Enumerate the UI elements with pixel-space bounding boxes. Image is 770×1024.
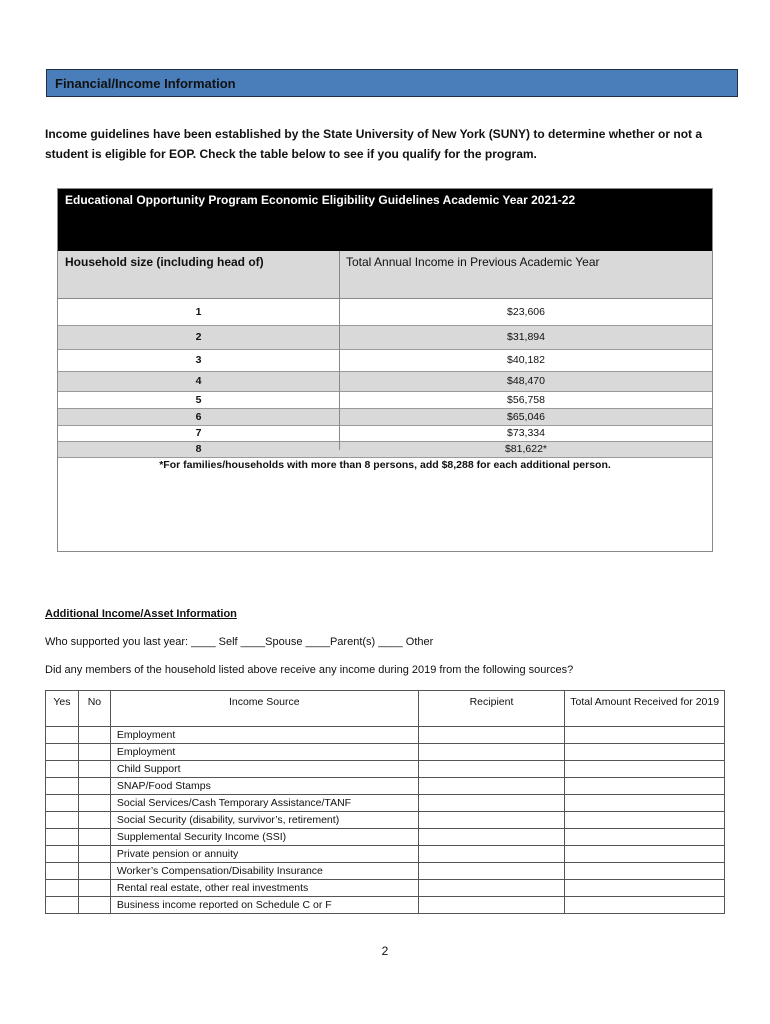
no-checkbox-cell[interactable] bbox=[78, 744, 110, 761]
guidelines-row bbox=[58, 372, 712, 392]
no-checkbox-cell[interactable] bbox=[78, 761, 110, 778]
income-source-label: Worker’s Compensation/Disability Insurance bbox=[110, 863, 418, 880]
total-amount-field[interactable] bbox=[565, 829, 725, 846]
income-source-label: Private pension or annuity bbox=[110, 846, 418, 863]
income-source-row bbox=[46, 880, 725, 897]
column-divider bbox=[339, 251, 340, 450]
no-checkbox-cell[interactable] bbox=[78, 727, 110, 744]
total-amount-field[interactable] bbox=[565, 846, 725, 863]
yes-checkbox-cell[interactable] bbox=[46, 761, 79, 778]
household-size-cell: 7 bbox=[195, 427, 202, 439]
income-sources-question: Did any members of the household listed above receive any income during 2019 from the following sources? bbox=[45, 664, 574, 676]
income-source-label: Employment bbox=[110, 727, 418, 744]
income-limit-cell: $81,622* bbox=[504, 443, 548, 455]
household-size-cell: 1 bbox=[195, 306, 202, 318]
guidelines-row bbox=[58, 326, 712, 350]
guidelines-header-row bbox=[58, 251, 712, 299]
recipient-field[interactable] bbox=[418, 897, 565, 914]
income-source-label: Rental real estate, other real investments bbox=[110, 880, 418, 897]
yes-checkbox-cell[interactable] bbox=[46, 829, 79, 846]
guidelines-row bbox=[58, 299, 712, 326]
income-source-row bbox=[46, 829, 725, 846]
income-source-label: Social Services/Cash Temporary Assistance/TANF bbox=[110, 795, 418, 812]
household-size-cell: 4 bbox=[195, 375, 202, 387]
total-amount-field[interactable] bbox=[565, 795, 725, 812]
guidelines-row bbox=[58, 350, 712, 372]
income-source-label: Child Support bbox=[110, 761, 418, 778]
income-limit-cell: $40,182 bbox=[507, 354, 545, 366]
total-amount-field[interactable] bbox=[565, 897, 725, 914]
income-source-row bbox=[46, 795, 725, 812]
page-number: 2 bbox=[381, 944, 389, 958]
no-checkbox-cell[interactable] bbox=[78, 897, 110, 914]
yes-checkbox-cell[interactable] bbox=[46, 846, 79, 863]
income-source-label: Supplemental Security Income (SSI) bbox=[110, 829, 418, 846]
no-checkbox-cell[interactable] bbox=[78, 863, 110, 880]
total-amount-field[interactable] bbox=[565, 778, 725, 795]
no-checkbox-cell[interactable] bbox=[78, 829, 110, 846]
no-checkbox-cell[interactable] bbox=[78, 880, 110, 897]
income-source-label: Social Security (disability, survivor’s, retirement) bbox=[110, 812, 418, 829]
total-amount-field[interactable] bbox=[565, 744, 725, 761]
eligibility-guidelines-table bbox=[57, 188, 713, 552]
recipient-field[interactable] bbox=[418, 880, 565, 897]
income-source-label: Business income reported on Schedule C or F bbox=[110, 897, 418, 914]
income-source-row bbox=[46, 863, 725, 880]
section-title-bar: Financial/Income Information bbox=[46, 69, 738, 97]
income-limit-cell: $48,470 bbox=[507, 375, 545, 387]
recipient-field[interactable] bbox=[418, 863, 565, 880]
yes-checkbox-cell[interactable] bbox=[46, 880, 79, 897]
household-size-cell: 6 bbox=[195, 411, 202, 423]
income-source-row bbox=[46, 761, 725, 778]
yes-checkbox-cell[interactable] bbox=[46, 795, 79, 812]
income-source-label: SNAP/Food Stamps bbox=[110, 778, 418, 795]
income-limit-cell: $31,894 bbox=[507, 331, 545, 343]
income-source-row bbox=[46, 812, 725, 829]
additional-income-title: Additional Income/Asset Information bbox=[45, 608, 237, 620]
no-checkbox-cell[interactable] bbox=[78, 795, 110, 812]
total-amount-header: Total Amount Received for 2019 bbox=[565, 691, 725, 727]
yes-checkbox-cell[interactable] bbox=[46, 863, 79, 880]
household-size-cell: 8 bbox=[195, 443, 202, 455]
guidelines-footnote: *For families/households with more than 8 persons, add $8,288 for each additional person. bbox=[159, 459, 611, 471]
income-limit-cell: $65,046 bbox=[507, 411, 545, 423]
household-size-cell: 5 bbox=[195, 394, 202, 406]
income-source-row bbox=[46, 846, 725, 863]
yes-checkbox-cell[interactable] bbox=[46, 778, 79, 795]
yes-checkbox-cell[interactable] bbox=[46, 812, 79, 829]
no-checkbox-cell[interactable] bbox=[78, 778, 110, 795]
no-header: No bbox=[78, 691, 110, 727]
income-source-row bbox=[46, 778, 725, 795]
recipient-field[interactable] bbox=[418, 829, 565, 846]
income-source-header: Income Source bbox=[110, 691, 418, 727]
guidelines-row bbox=[58, 409, 712, 426]
recipient-field[interactable] bbox=[418, 727, 565, 744]
total-amount-field[interactable] bbox=[565, 812, 725, 829]
income-source-row bbox=[46, 727, 725, 744]
yes-checkbox-cell[interactable] bbox=[46, 897, 79, 914]
income-source-row bbox=[46, 744, 725, 761]
total-amount-field[interactable] bbox=[565, 761, 725, 778]
income-table-header bbox=[46, 691, 725, 727]
intro-text: Income guidelines have been established by the State University of New York (SUNY) to determine whether or not a student is eligible for EOP. Check the table below to see if you qualify for the program. bbox=[45, 127, 703, 161]
guidelines-row bbox=[58, 426, 712, 442]
recipient-field[interactable] bbox=[418, 812, 565, 829]
household-size-header: Household size (including head of) bbox=[65, 255, 264, 269]
no-checkbox-cell[interactable] bbox=[78, 812, 110, 829]
household-size-cell: 3 bbox=[195, 354, 202, 366]
recipient-header: Recipient bbox=[418, 691, 565, 727]
guidelines-row bbox=[58, 392, 712, 409]
no-checkbox-cell[interactable] bbox=[78, 846, 110, 863]
household-size-cell: 2 bbox=[195, 331, 202, 343]
annual-income-header: Total Annual Income in Previous Academic Year bbox=[346, 255, 600, 269]
recipient-field[interactable] bbox=[418, 846, 565, 863]
income-limit-cell: $56,758 bbox=[507, 394, 545, 406]
total-amount-field[interactable] bbox=[565, 880, 725, 897]
guidelines-title: Educational Opportunity Program Economic Eligibility Guidelines Academic Year 2021-22 bbox=[58, 189, 712, 251]
yes-checkbox-cell[interactable] bbox=[46, 744, 79, 761]
income-limit-cell: $73,334 bbox=[507, 427, 545, 439]
recipient-field[interactable] bbox=[418, 795, 565, 812]
guidelines-row bbox=[58, 442, 712, 458]
recipient-field[interactable] bbox=[418, 744, 565, 761]
income-sources-table bbox=[45, 690, 725, 911]
total-amount-field[interactable] bbox=[565, 727, 725, 744]
yes-checkbox-cell[interactable] bbox=[46, 727, 79, 744]
income-limit-cell: $23,606 bbox=[507, 306, 545, 318]
yes-header: Yes bbox=[46, 691, 79, 727]
income-source-label: Employment bbox=[110, 744, 418, 761]
recipient-field[interactable] bbox=[418, 761, 565, 778]
total-amount-field[interactable] bbox=[565, 863, 725, 880]
supported-by-line: Who supported you last year: ____ Self ____Spouse ____Parent(s) ____ Other bbox=[45, 636, 434, 648]
income-source-row bbox=[46, 897, 725, 914]
recipient-field[interactable] bbox=[418, 778, 565, 795]
